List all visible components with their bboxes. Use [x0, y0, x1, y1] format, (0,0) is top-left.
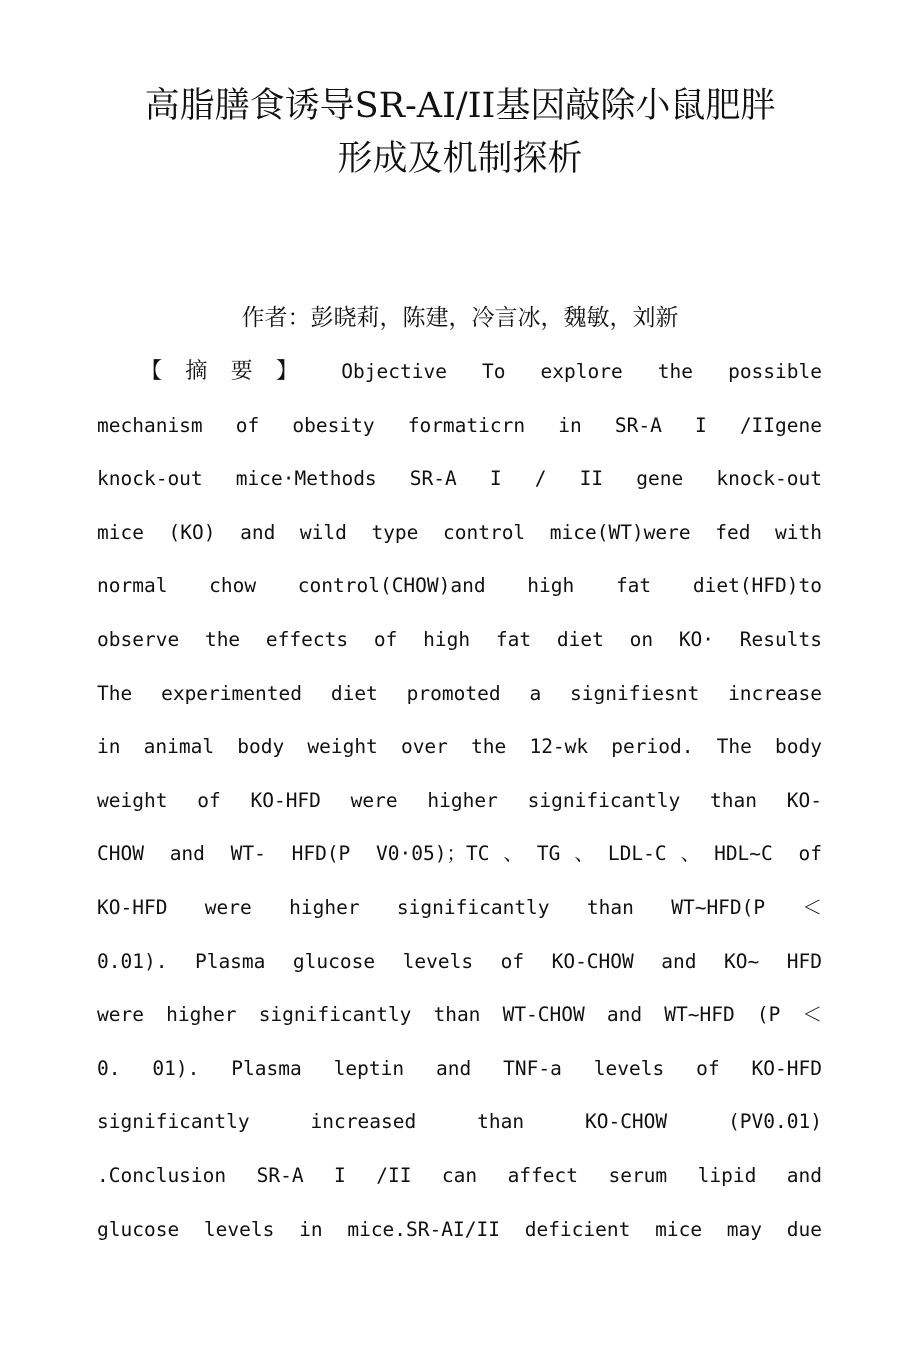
- author-line: 作者：彭晓莉，陈建，冷言冰，魏敏，刘新: [241, 305, 679, 331]
- abstract-line: normal chow control(CHOW)and high fat diet(HFD)to: [97, 574, 822, 598]
- abstract-label: 【摘要】: [140, 359, 322, 384]
- abstract-line: 0. 01). Plasma leptin and TNF-a levels of KO-HFD: [97, 1056, 822, 1080]
- abstract-text: Objective To explore the possible: [341, 360, 822, 383]
- abstract-line: observe the effects of high fat diet on KO· Results: [97, 627, 822, 651]
- abstract-line: mice (KO) and wild type control mice(WT)were fed with: [97, 520, 822, 544]
- abstract-line: knock-out mice·Methods SR-A I / II gene knock-out: [97, 467, 822, 491]
- abstract-line: mechanism of obesity formaticrn in SR-A I /IIgene: [97, 413, 822, 437]
- abstract-line: [97, 354, 822, 408]
- abstract-line: glucose levels in mice.SR-AI/II deficient mice may due: [97, 1217, 822, 1241]
- abstract-body: [97, 354, 822, 1265]
- abstract-line: CHOW and WT- HFD(P V0·05)；TC、TG、LDL-C、HDL~C of: [97, 842, 822, 866]
- document-title-line-1: 高脂膳食诱导SR-AⅠ/II基因敲除小鼠肥胖: [144, 86, 776, 126]
- abstract-line: KO-HFD were higher significantly than WT~HFD(P ＜: [97, 895, 822, 919]
- abstract-line: The experimented diet promoted a signifiesnt increase: [97, 681, 822, 705]
- abstract-line: .Conclusion SR-A I /II can affect serum lipid and: [97, 1163, 822, 1187]
- abstract-line: 0.01). Plasma glucose levels of KO-CHOW and KO~ HFD: [97, 949, 822, 973]
- abstract-line: in animal body weight over the 12-wk period. The body: [97, 735, 822, 759]
- abstract-line: weight of KO-HFD were higher significantly than KO-: [97, 788, 822, 812]
- abstract-line: significantly increased than KO-CHOW (PV0.01): [97, 1110, 822, 1134]
- document-title-line-2: 形成及机制探析: [337, 139, 583, 179]
- abstract-line: were higher significantly than WT-CHOW and WT~HFD (P ＜: [97, 1003, 822, 1027]
